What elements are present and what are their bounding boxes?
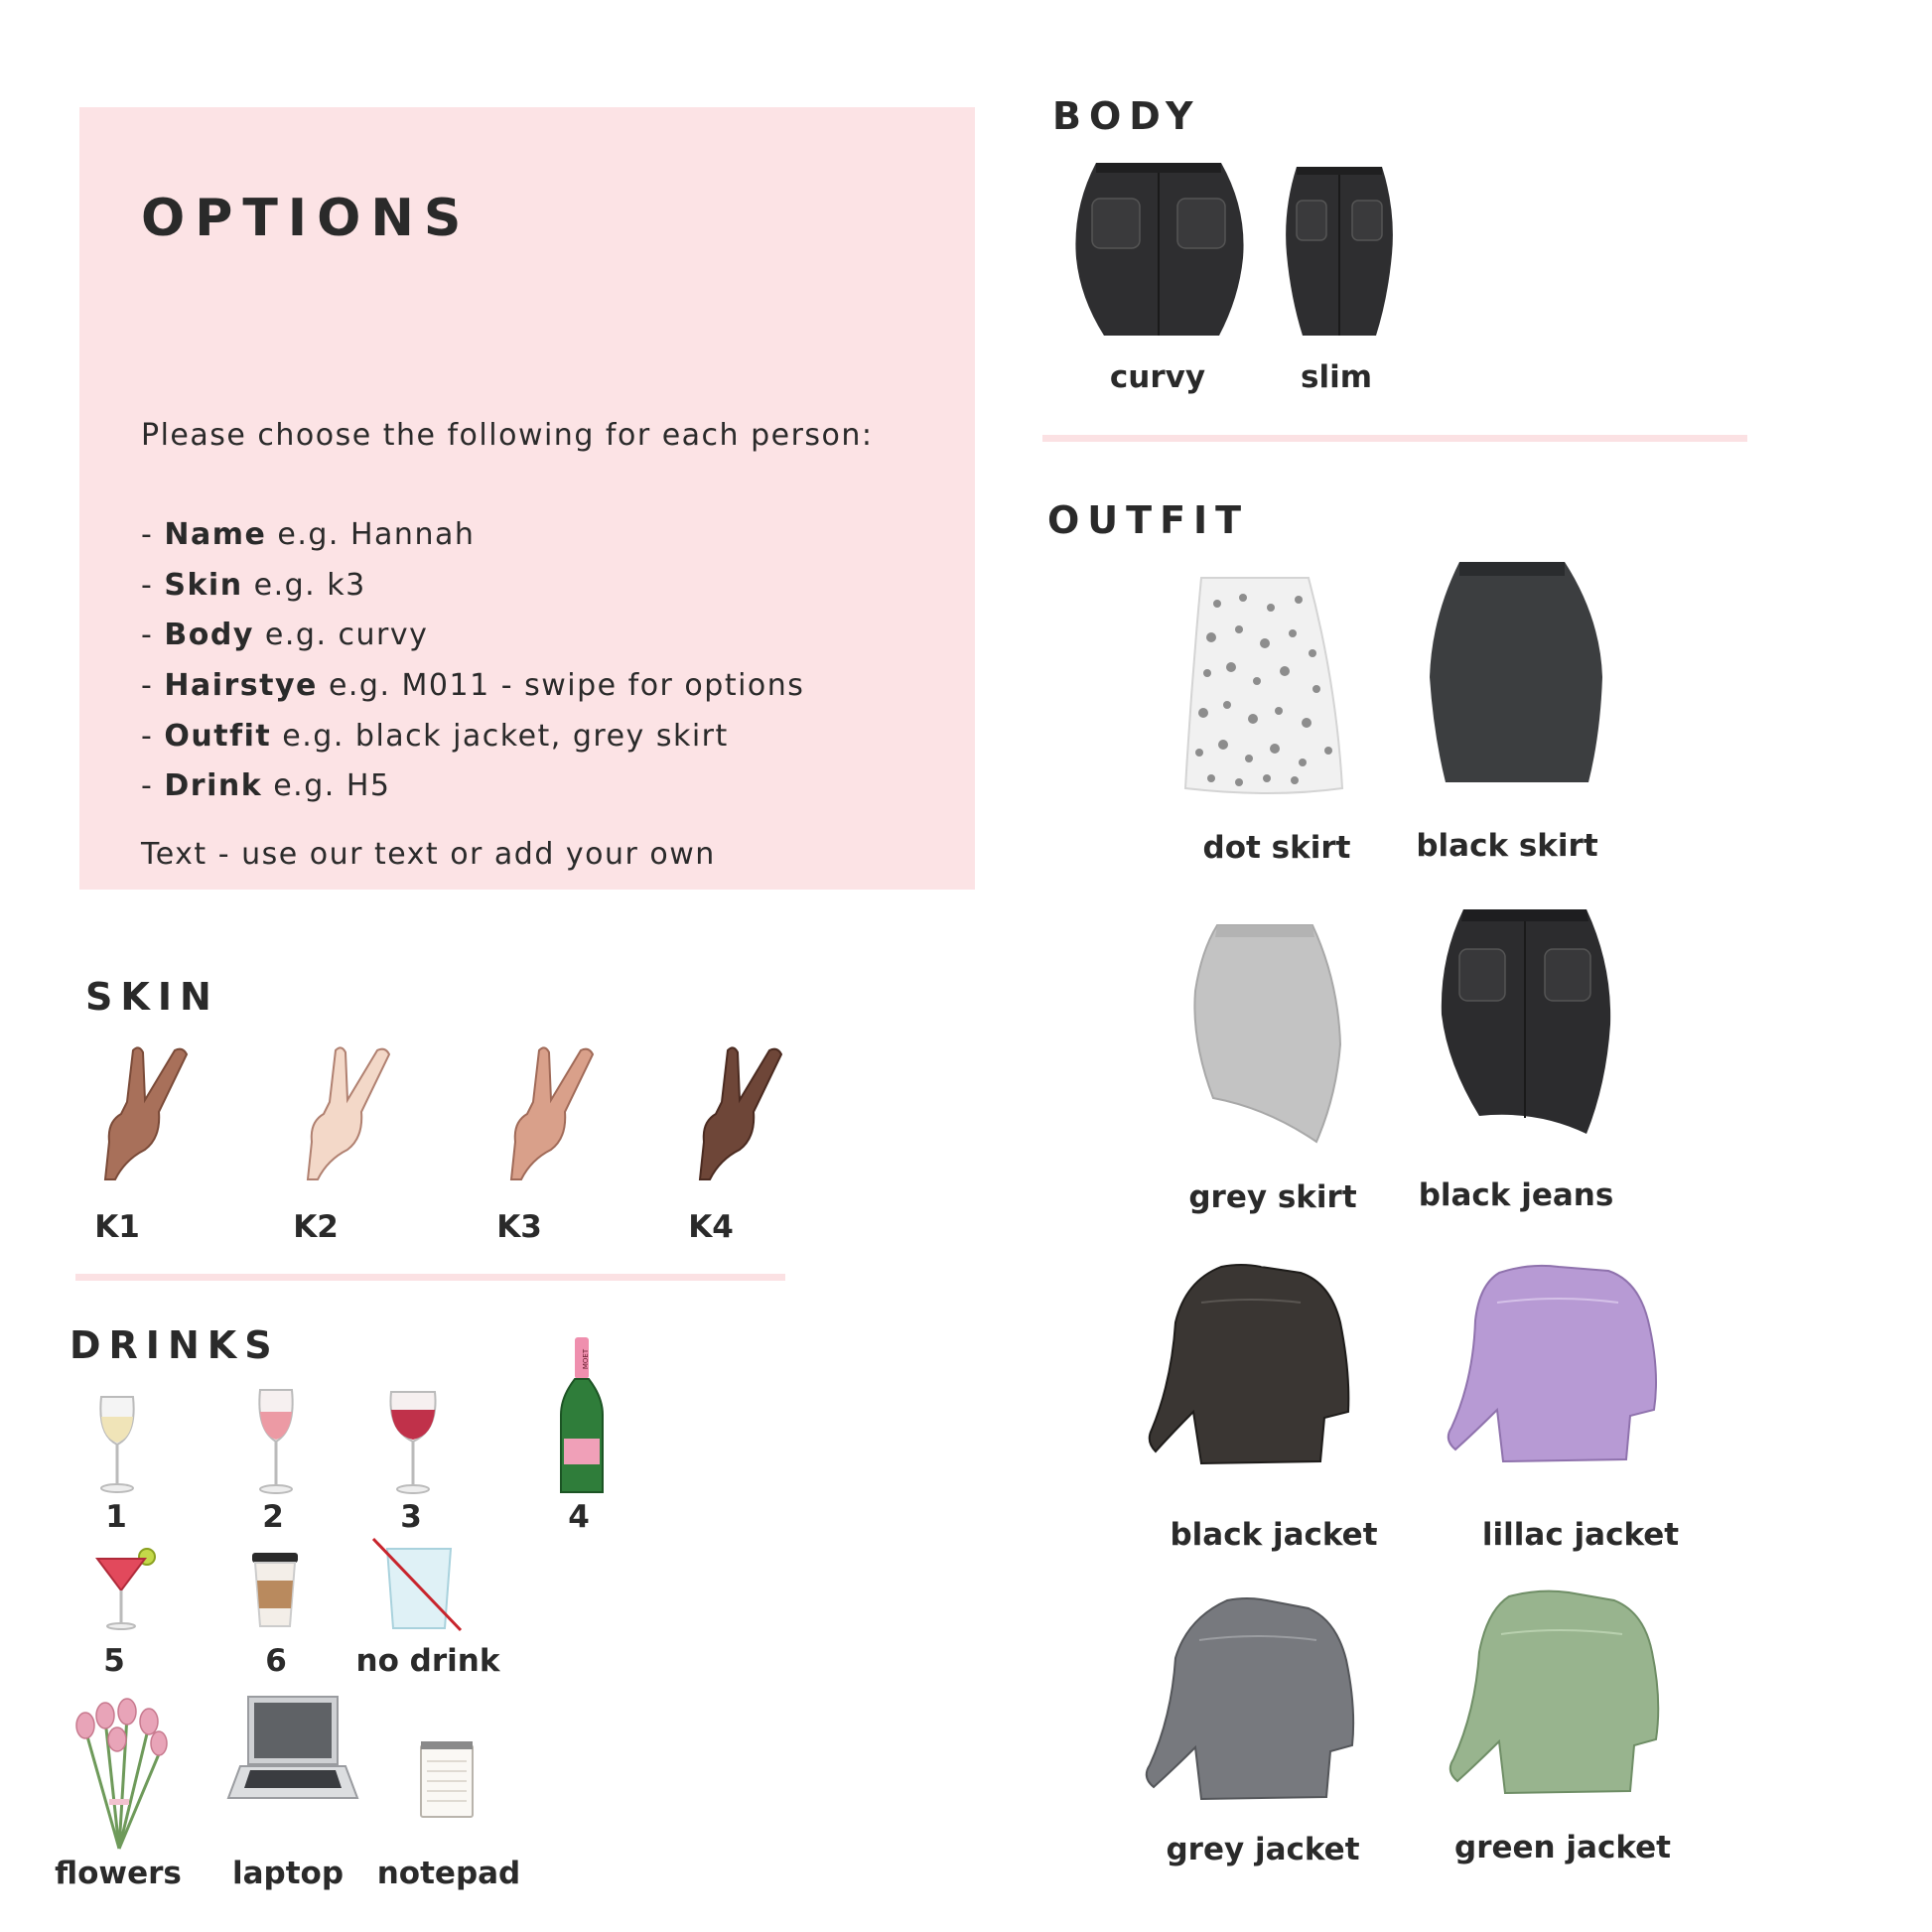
option-line-body: - Body e.g. curvy [141, 618, 429, 652]
black-jeans-pocket-right [1545, 949, 1590, 1001]
black-jacket-body [1150, 1265, 1349, 1463]
rose-wine-glass-icon[interactable] [254, 1388, 298, 1495]
option-line-drink: - Drink e.g. H5 [141, 768, 391, 803]
green-jacket-body [1450, 1591, 1658, 1793]
cocktail-bowl [97, 1559, 145, 1590]
curvy-body-icon[interactable] [1072, 159, 1247, 338]
option-line-outfit: - Outfit e.g. black jacket, grey skirt [141, 719, 729, 754]
black-jeans-waistband [1461, 909, 1588, 921]
champagne-label [564, 1439, 600, 1464]
skin-k3-hand-icon[interactable] [501, 1042, 611, 1181]
cocktail-base [107, 1623, 135, 1629]
white-wine-glass-icon[interactable] [95, 1395, 139, 1494]
red-wine-glass-icon[interactable] [387, 1390, 439, 1495]
skin-k2-hand-icon[interactable] [298, 1042, 407, 1181]
skin-k2-label: K2 [293, 1209, 339, 1245]
drink-2-label: 2 [262, 1499, 284, 1535]
black-skirt-label: black skirt [1416, 828, 1598, 864]
grey-jacket-label: grey jacket [1166, 1832, 1360, 1867]
slim-waistband [1297, 167, 1382, 175]
drink-1-label: 1 [105, 1499, 127, 1535]
skin-k3-label: K3 [496, 1209, 542, 1245]
black-jeans-pocket-left [1459, 949, 1505, 1001]
white-wine-liquid [101, 1417, 133, 1443]
skin-k3-shape [511, 1047, 593, 1179]
option-line-name: - Name e.g. Hannah [141, 517, 476, 552]
bouquet-ribbon [109, 1799, 129, 1805]
black-jacket-icon[interactable] [1142, 1263, 1370, 1483]
notepad-spiral [421, 1741, 473, 1749]
slim-pocket-left [1297, 201, 1326, 240]
red-wine-liquid [391, 1410, 435, 1440]
dot-skirt-icon[interactable] [1181, 574, 1346, 796]
lilac-jacket-body [1449, 1266, 1656, 1461]
drink-4-label: 4 [568, 1499, 590, 1535]
options-panel [79, 107, 975, 890]
notepad-label: notepad [376, 1856, 521, 1891]
grey-skirt-waistband [1215, 925, 1314, 937]
black-skirt-icon[interactable] [1426, 558, 1606, 788]
grey-jacket-body [1147, 1598, 1353, 1799]
curvy-pocket-left [1092, 199, 1140, 248]
black-skirt-waistband [1459, 562, 1565, 576]
options-intro: Please choose the following for each person: [141, 418, 874, 453]
champagne-bottle-icon[interactable] [559, 1335, 605, 1496]
skin-k4-shape [700, 1047, 781, 1179]
dot-skirt-fabric [1185, 578, 1342, 793]
drink-3-label: 3 [400, 1499, 422, 1535]
no-drink-water-glass-icon[interactable] [369, 1535, 459, 1634]
grey-skirt-icon[interactable] [1187, 921, 1342, 1148]
skin-k1-label: K1 [94, 1209, 140, 1245]
curvy-pocket-right [1177, 199, 1225, 248]
curvy-waistband [1096, 163, 1221, 173]
red-wine-glass-base [397, 1485, 429, 1493]
grey-jacket-icon[interactable] [1138, 1596, 1374, 1819]
rose-wine-glass-base [260, 1485, 292, 1493]
cocktail-glass-icon[interactable] [95, 1549, 157, 1630]
laptop-icon[interactable] [226, 1695, 359, 1804]
laptop-keyboard [244, 1770, 342, 1788]
slim-body-icon[interactable] [1283, 165, 1396, 338]
champagne-brand: MOET [582, 1348, 590, 1370]
slim-label: slim [1300, 359, 1373, 395]
tulip-bouquet-icon[interactable] [71, 1700, 167, 1849]
green-jacket-label: green jacket [1454, 1830, 1671, 1865]
skin-k4-hand-icon[interactable] [690, 1042, 799, 1181]
flowers-label: flowers [55, 1856, 182, 1891]
skin-k4-label: K4 [688, 1209, 734, 1245]
body-divider [1042, 435, 1747, 442]
option-line-skin: - Skin e.g. k3 [141, 568, 366, 603]
skin-divider [75, 1274, 785, 1281]
options-text-note: Text - use our text or add your own [141, 837, 716, 872]
coffee-cup-icon[interactable] [250, 1551, 300, 1628]
dot-skirt-label: dot skirt [1202, 830, 1351, 866]
black-skirt-fabric [1430, 562, 1602, 782]
lilac-jacket-label: lillac jacket [1481, 1517, 1680, 1553]
lilac-jacket-icon[interactable] [1440, 1261, 1674, 1481]
option-line-hairstyle: - Hairstye e.g. M011 - swipe for options [141, 668, 805, 703]
notepad-icon[interactable] [417, 1739, 477, 1819]
champagne-body [561, 1379, 603, 1492]
rose-wine-liquid [260, 1412, 292, 1440]
grey-skirt-fabric [1194, 925, 1340, 1142]
body-title: BODY [1052, 94, 1201, 138]
options-title: OPTIONS [141, 189, 472, 248]
skin-k2-shape [308, 1047, 389, 1179]
drinks-title: DRINKS [69, 1323, 280, 1367]
white-wine-glass-base [101, 1484, 133, 1492]
laptop-screen [254, 1703, 332, 1758]
drink-6-label: 6 [265, 1643, 287, 1679]
skin-k1-hand-icon[interactable] [95, 1042, 205, 1181]
outfit-title: OUTFIT [1047, 498, 1250, 542]
coffee-lid [252, 1553, 298, 1563]
no-drink-label: no drink [355, 1643, 500, 1679]
drink-5-label: 5 [103, 1643, 125, 1679]
curvy-label: curvy [1109, 359, 1206, 395]
black-jacket-label: black jacket [1170, 1517, 1378, 1553]
skin-title: SKIN [85, 975, 219, 1019]
skin-k1-shape [105, 1047, 187, 1179]
coffee-sleeve [257, 1581, 293, 1608]
laptop-label: laptop [231, 1856, 345, 1891]
green-jacket-icon[interactable] [1440, 1588, 1678, 1815]
grey-skirt-label: grey skirt [1188, 1179, 1357, 1215]
black-jeans-label: black jeans [1418, 1177, 1614, 1213]
black-jeans-icon[interactable] [1438, 905, 1614, 1140]
slim-pocket-right [1352, 201, 1382, 240]
